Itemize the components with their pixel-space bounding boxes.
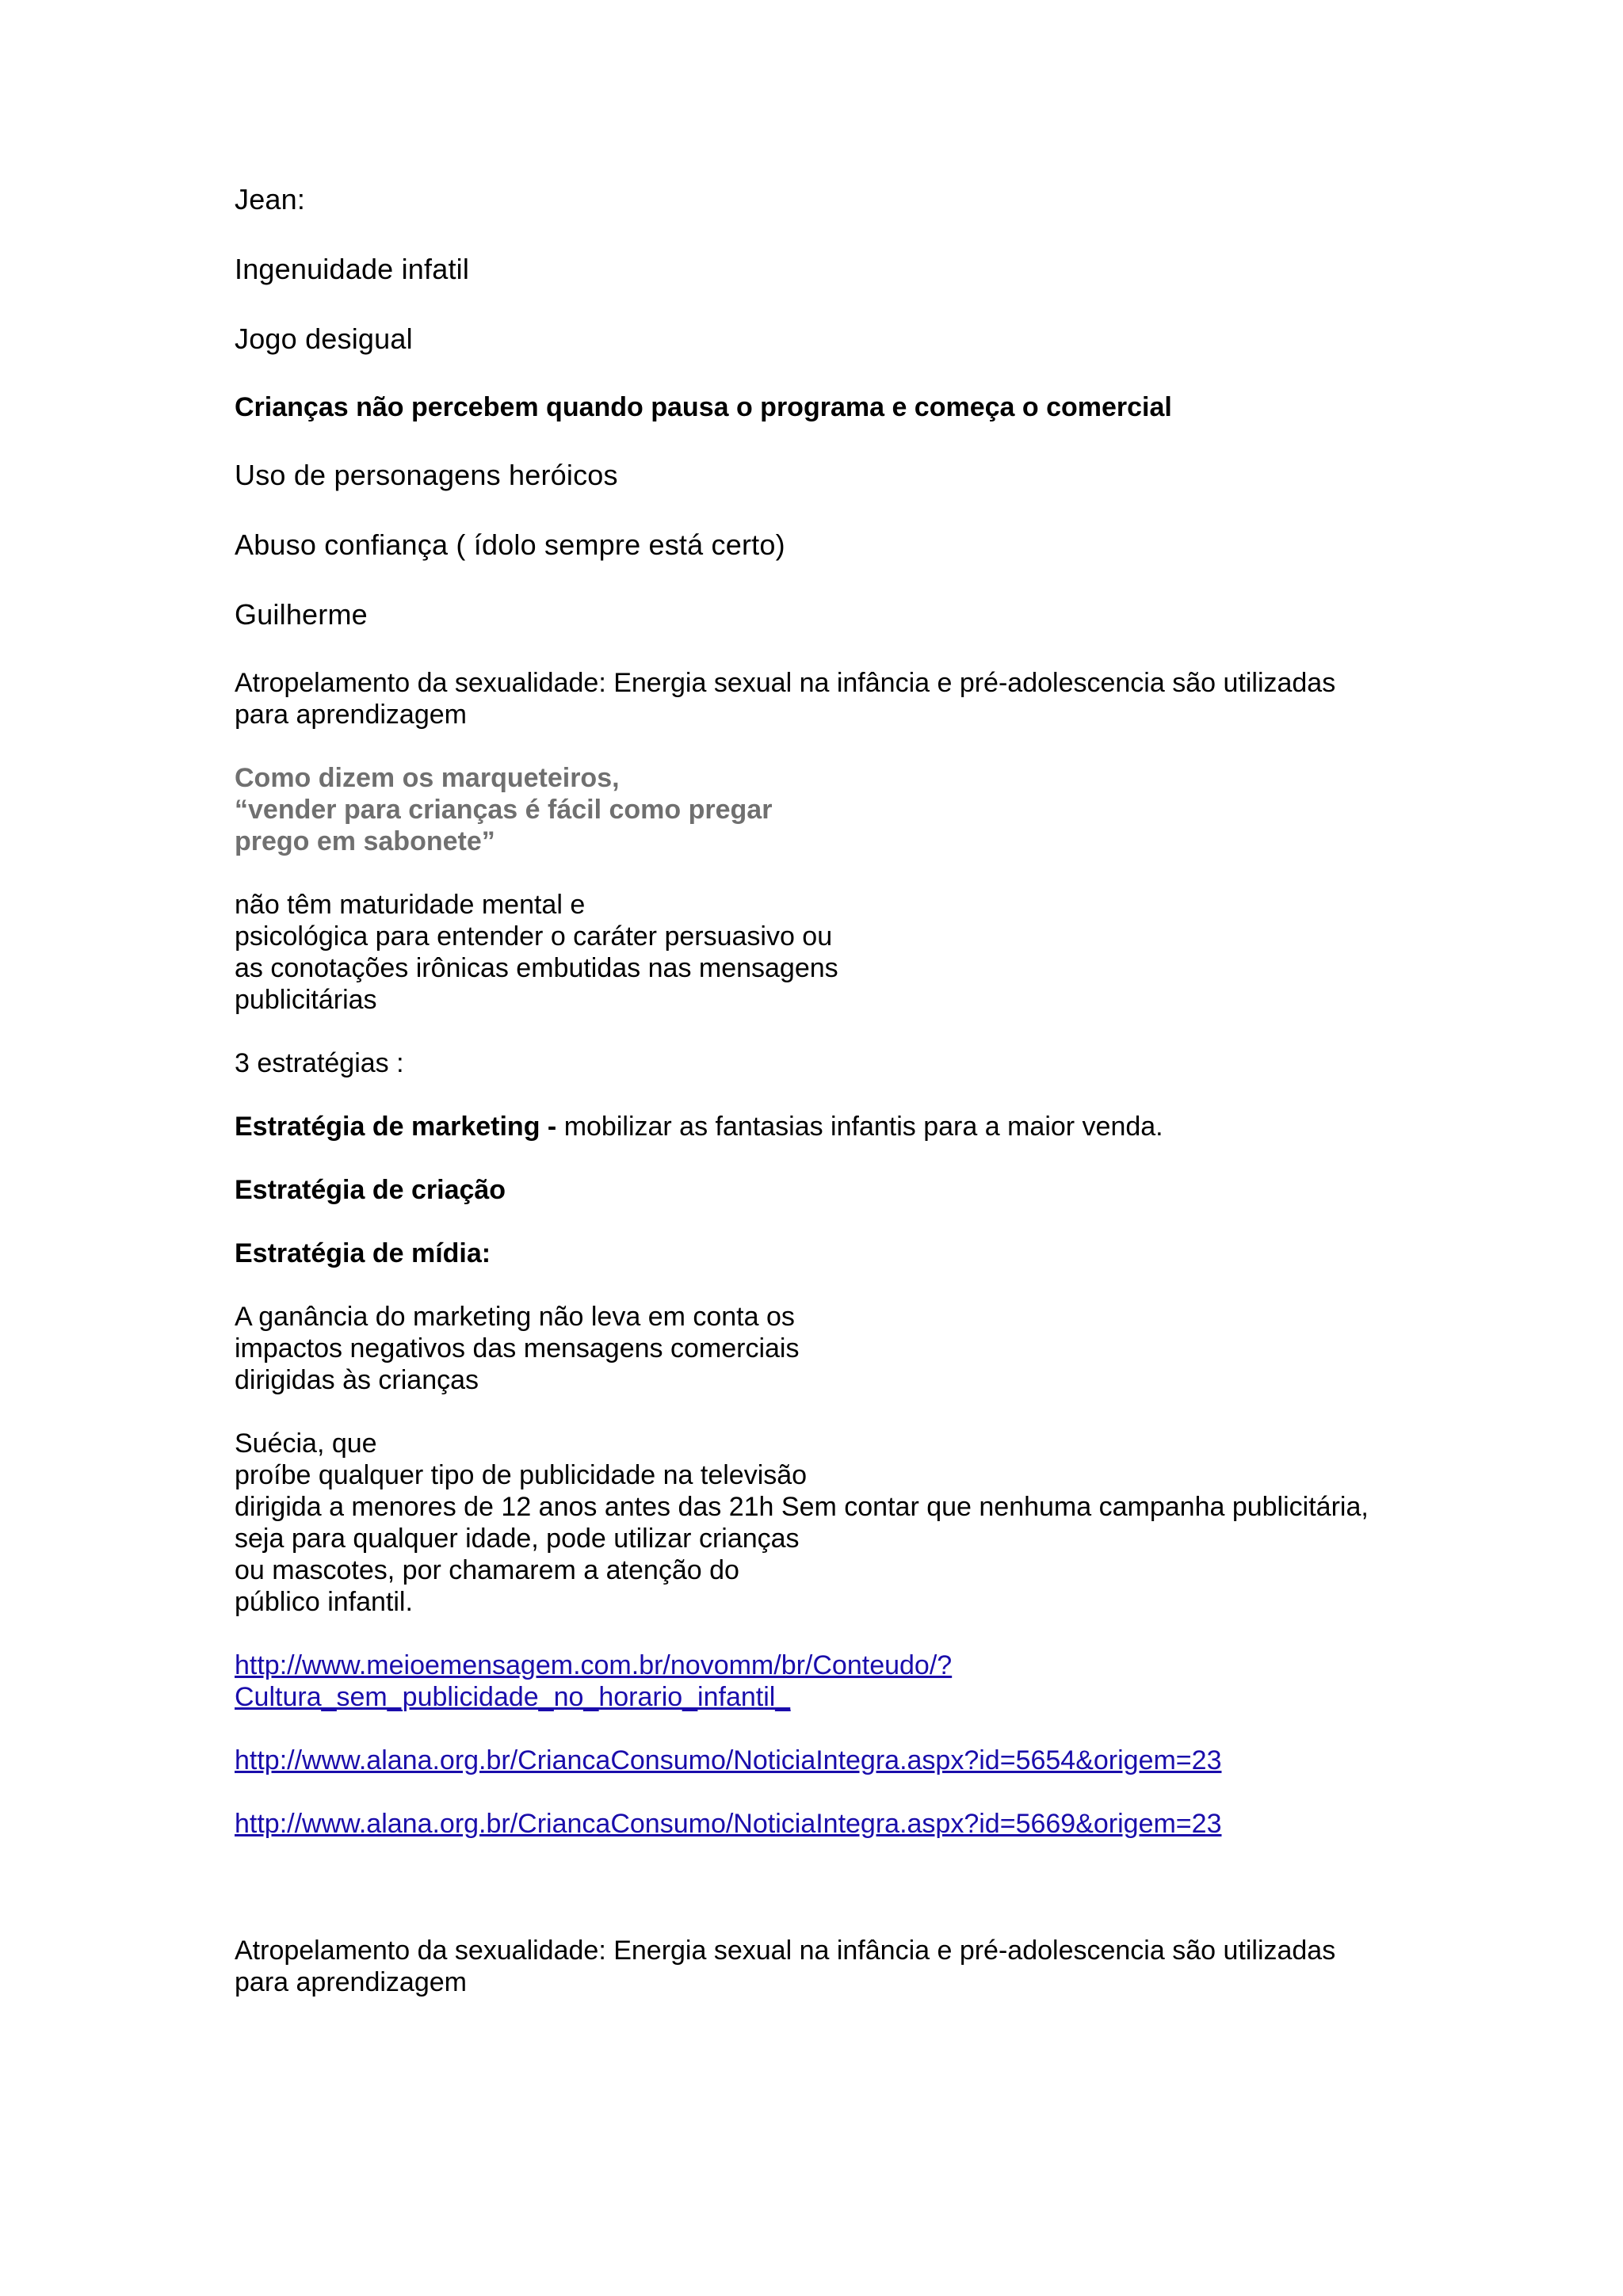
marketers-quote bbox=[235, 762, 1423, 857]
link-alana-5654[interactable]: http://www.alana.org.br/CriancaConsumo/NoticiaIntegra.aspx?id=5654&origem=23 bbox=[235, 1745, 1222, 1775]
note-personagens: Uso de personagens heróicos bbox=[235, 459, 618, 491]
greed-paragraph bbox=[235, 1301, 1423, 1396]
strategy-marketing-text: mobilizar as fantasias infantis para a maior venda. bbox=[556, 1112, 1163, 1142]
spacer bbox=[235, 1206, 1423, 1238]
sexuality-paragraph-2 bbox=[235, 1935, 1423, 1998]
sweden-line-6: público infantil. bbox=[235, 1587, 413, 1617]
spacer bbox=[235, 563, 1423, 597]
link-alana-5669[interactable]: http://www.alana.org.br/CriancaConsumo/NoticiaIntegra.aspx?id=5669&origem=23 bbox=[235, 1809, 1222, 1839]
greed-line-2: impactos negativos das mensagens comerciais bbox=[235, 1333, 800, 1363]
greed-line-3: dirigidas às crianças bbox=[235, 1365, 479, 1395]
maturity-line-3: as conotações irônicas embutidas nas mensagens bbox=[235, 953, 838, 983]
sweden-paragraph bbox=[235, 1428, 1423, 1618]
sweden-line-4: seja para qualquer idade, pode utilizar crianças bbox=[235, 1524, 800, 1554]
quote-line-2: “vender para crianças é fácil como pregar bbox=[235, 795, 773, 825]
spacer bbox=[235, 857, 1423, 889]
sweden-line-2: proíbe qualquer tipo de publicidade na televisão bbox=[235, 1460, 808, 1490]
sexuality-1-line-2: para aprendizagem bbox=[235, 700, 467, 730]
sweden-line-1: Suécia, que bbox=[235, 1428, 377, 1459]
strategies-intro: 3 estratégias : bbox=[235, 1048, 404, 1078]
spacer bbox=[235, 1142, 1423, 1174]
link-1-line-2[interactable]: Cultura_sem_publicidade_no_horario_infantil_ bbox=[235, 1682, 791, 1712]
strategy-creation: Estratégia de criação bbox=[235, 1175, 506, 1205]
spacer bbox=[235, 1079, 1423, 1111]
note-abuso-confianca: Abuso confiança ( ídolo sempre está certo) bbox=[235, 528, 785, 561]
document-body bbox=[235, 182, 1423, 1998]
maturity-line-4: publicitárias bbox=[235, 985, 377, 1015]
note-ingenuidade: Ingenuidade infatil bbox=[235, 253, 470, 285]
link-meioemensagem[interactable] bbox=[235, 1650, 1423, 1713]
strategy-marketing bbox=[235, 1111, 1423, 1142]
spacer bbox=[235, 1618, 1423, 1650]
link-1-line-1[interactable]: http://www.meioemensagem.com.br/novomm/br/Conteudo/? bbox=[235, 1650, 953, 1680]
bold-statement: Crianças não percebem quando pausa o programa e começa o comercial bbox=[235, 392, 1172, 422]
spacer bbox=[235, 493, 1423, 528]
maturity-line-1: não têm maturidade mental e bbox=[235, 890, 586, 920]
strategy-media: Estratégia de mídia: bbox=[235, 1238, 491, 1268]
spacer bbox=[235, 1776, 1423, 1808]
guilherme-heading: Guilherme bbox=[235, 598, 368, 631]
spacer bbox=[235, 357, 1423, 391]
spacer bbox=[235, 1713, 1423, 1745]
maturity-paragraph bbox=[235, 889, 1423, 1016]
quote-line-3: prego em sabonete” bbox=[235, 826, 495, 856]
strategy-marketing-label: Estratégia de marketing - bbox=[235, 1112, 557, 1142]
note-jogo-desigual: Jogo desigual bbox=[235, 322, 413, 355]
spacer bbox=[235, 1269, 1423, 1301]
quote-line-1: Como dizem os marqueteiros, bbox=[235, 763, 620, 793]
sexuality-1-line-1: Atropelamento da sexualidade: Energia sexual na infância e pré-adolescencia são utilizadas bbox=[235, 668, 1336, 698]
sweden-line-3: dirigida a menores de 12 anos antes das 21h Sem contar que nenhuma campanha publicitária, bbox=[235, 1492, 1369, 1522]
spacer bbox=[235, 287, 1423, 322]
sweden-line-5: ou mascotes, por chamarem a atenção do bbox=[235, 1555, 739, 1585]
spacer bbox=[235, 1016, 1423, 1047]
spacer bbox=[235, 730, 1423, 762]
spacer bbox=[235, 632, 1423, 667]
spacer bbox=[235, 217, 1423, 252]
sexuality-paragraph-1 bbox=[235, 667, 1423, 730]
spacer bbox=[235, 1840, 1423, 1935]
sexuality-2-line-2: para aprendizagem bbox=[235, 1967, 467, 1997]
greed-line-1: A ganância do marketing não leva em conta os bbox=[235, 1302, 795, 1332]
sexuality-2-line-1: Atropelamento da sexualidade: Energia sexual na infância e pré-adolescencia são utilizadas bbox=[235, 1936, 1336, 1966]
maturity-line-2: psicológica para entender o caráter persuasivo ou bbox=[235, 921, 833, 952]
spacer bbox=[235, 423, 1423, 458]
spacer bbox=[235, 1396, 1423, 1428]
jean-heading: Jean: bbox=[235, 183, 306, 215]
